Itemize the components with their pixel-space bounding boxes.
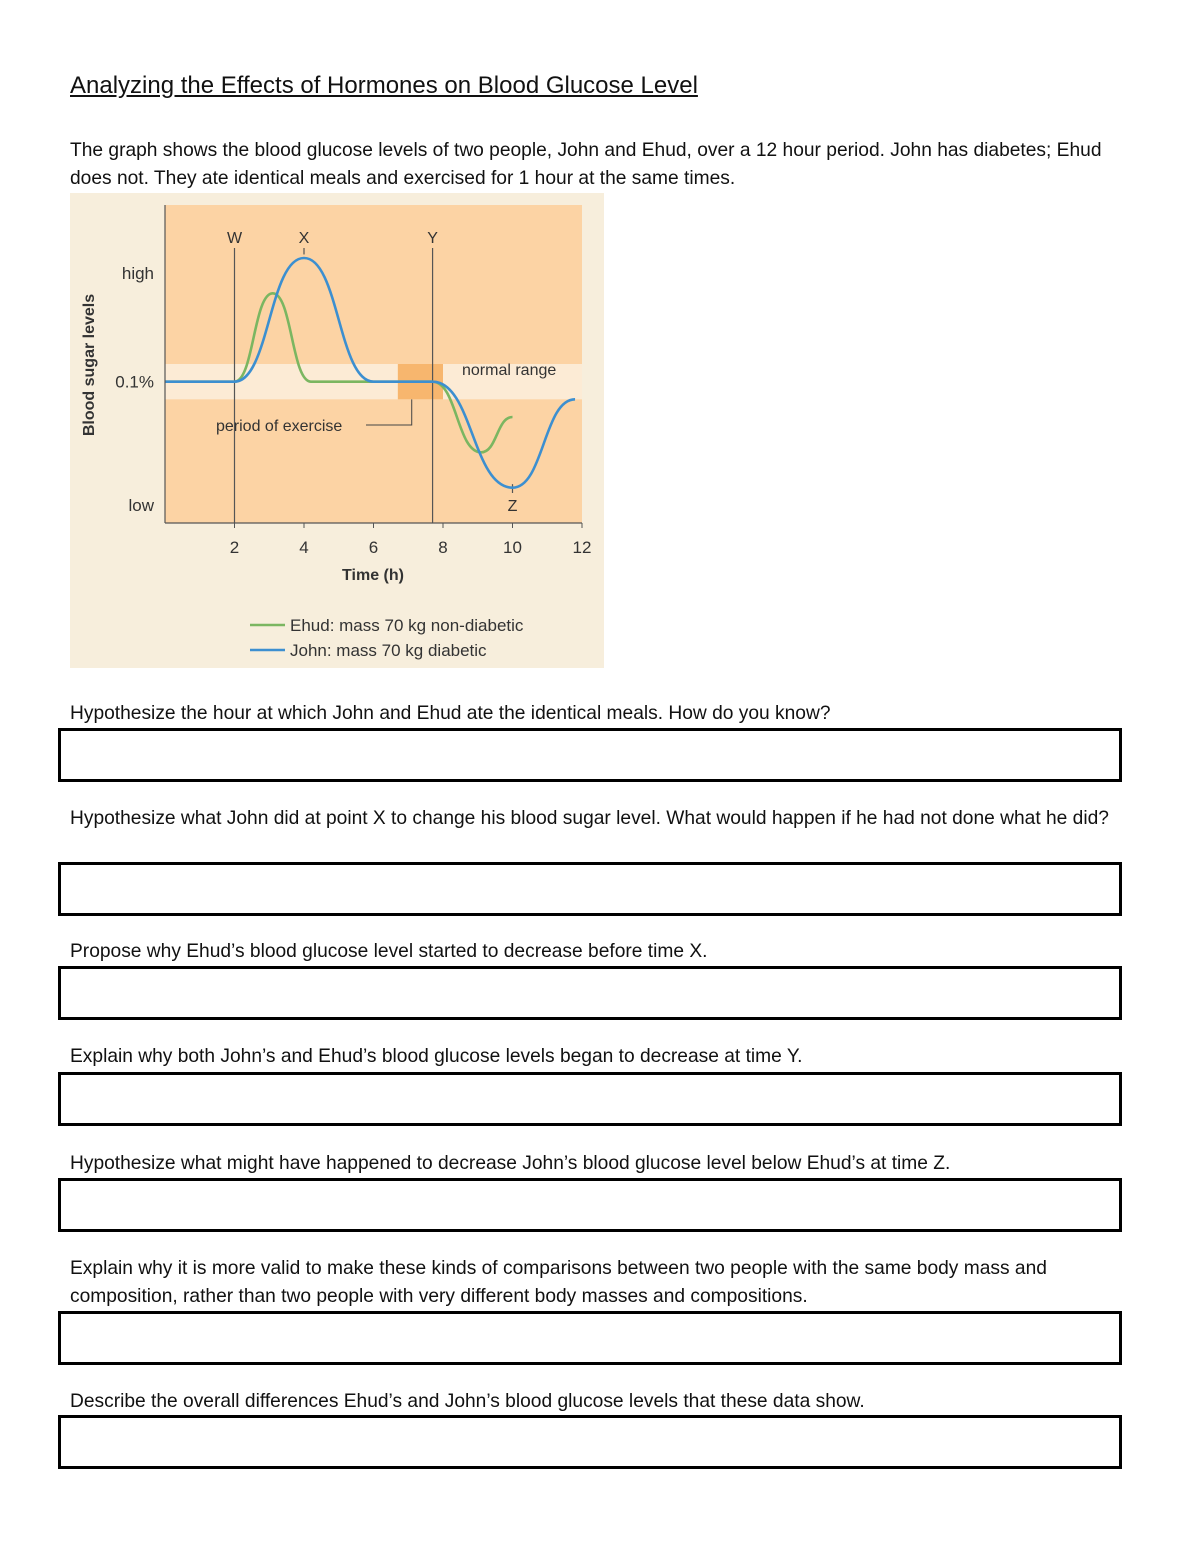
x-tick-label: 2 (229, 538, 240, 557)
x-axis-label: Time (h) (342, 567, 404, 584)
x-tick-label: 8 (438, 538, 448, 557)
y-tick-label: 0.1% (115, 372, 154, 392)
exercise-label: period of exercise (216, 418, 343, 435)
normal-range-label: normal range (462, 362, 557, 379)
x-tick-label: 6 (368, 538, 379, 557)
answer-box-6[interactable] (58, 1311, 1122, 1365)
x-tick-label: 4 (299, 538, 309, 557)
legend-label: John: mass 70 kg diabetic (290, 641, 487, 660)
question-4: Explain why both John’s and Ehud’s blood glucose levels began to decrease at time Y. (70, 1046, 803, 1067)
blood-sugar-chart (70, 193, 604, 668)
marker-label-w: W (226, 230, 243, 247)
x-tick-label: 12 (572, 538, 592, 557)
y-axis-label: Blood sugar levels (81, 293, 98, 437)
answer-box-3[interactable] (58, 966, 1122, 1020)
answer-box-5[interactable] (58, 1178, 1122, 1232)
answer-box-1[interactable] (58, 728, 1122, 782)
marker-label-y: Y (427, 230, 438, 247)
x-tick-label: 10 (503, 538, 522, 557)
marker-label-z: Z (507, 498, 518, 515)
answer-box-7[interactable] (58, 1415, 1122, 1469)
answer-box-4[interactable] (58, 1072, 1122, 1126)
intro-paragraph: The graph shows the blood glucose levels of two people, John and Ehud, over a 12 hour period. John has diabetes; Ehud does not. They ate identical meals and exercised for 1 hour at the same times. (70, 140, 1102, 189)
page-title: Analyzing the Effects of Hormones on Blood Glucose Level (70, 72, 698, 99)
blood-sugar-figure (70, 193, 604, 668)
question-2: Hypothesize what John did at point X to change his blood sugar level. What would happen if he had not done what he did? (70, 808, 1109, 829)
legend-label: Ehud: mass 70 kg non-diabetic (290, 616, 524, 635)
marker-label-x: X (298, 230, 310, 247)
question-7: Describe the overall differences Ehud’s and John’s blood glucose levels that these data show. (70, 1391, 865, 1412)
y-tick-label: high (121, 264, 154, 283)
question-3: Propose why Ehud’s blood glucose level started to decrease before time X. (70, 941, 708, 962)
question-1: Hypothesize the hour at which John and Ehud ate the identical meals. How do you know? (70, 703, 831, 724)
question-5: Hypothesize what might have happened to decrease John’s blood glucose level below Ehud’s at time Z. (70, 1153, 951, 1174)
answer-box-2[interactable] (58, 862, 1122, 916)
y-tick-label: low (128, 496, 154, 515)
question-6: Explain why it is more valid to make these kinds of comparisons between two people with the same body mass and composition, rather than two people with very different body masses and compositions. (70, 1258, 1047, 1307)
